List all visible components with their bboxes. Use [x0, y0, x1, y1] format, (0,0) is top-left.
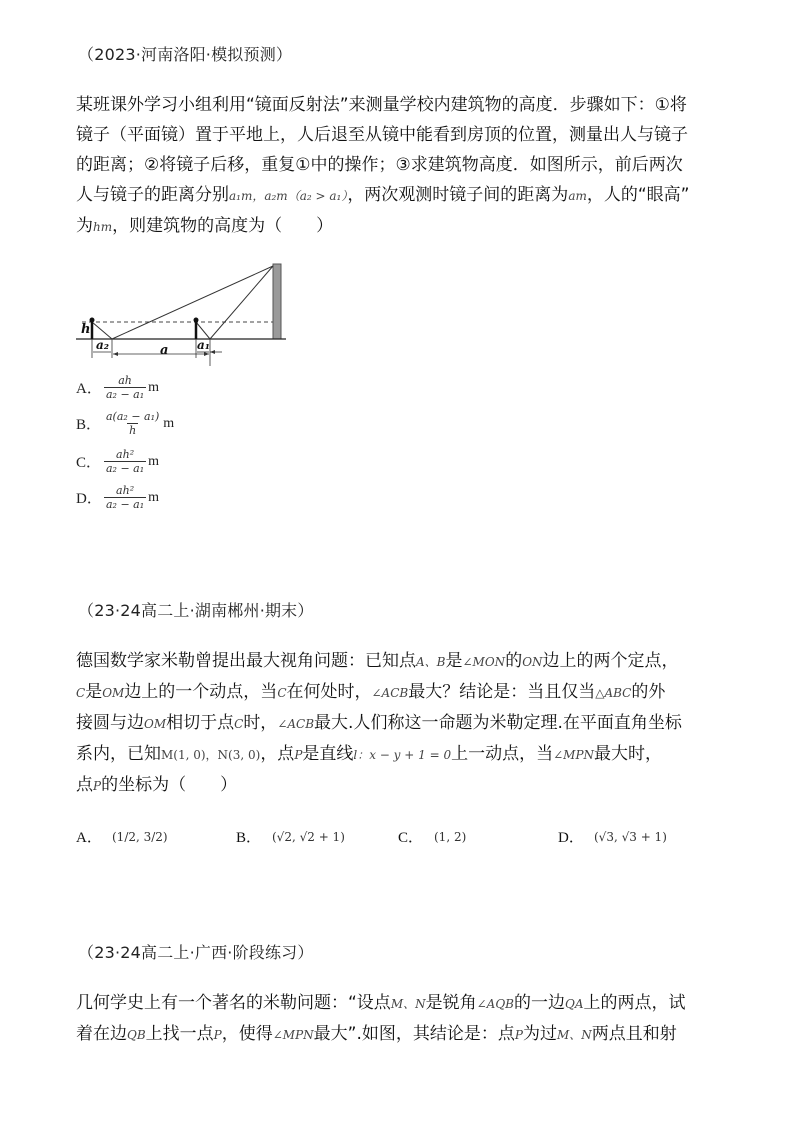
q2-math: P [294, 748, 303, 762]
q2-option-d[interactable] [558, 826, 667, 847]
q1-stem [76, 90, 726, 242]
option-value: (1, 2) [434, 829, 467, 844]
q1-mirror-figure [76, 262, 292, 370]
q2-math: C [277, 686, 287, 700]
option-label: D． [558, 830, 584, 846]
q2-text: 在何处时， [286, 682, 372, 702]
q1-line-3: 的距离；②将镜子后移，重复①中的操作；③求建筑物高度．如图所示，前后两次 [76, 155, 683, 175]
q3-text: ，使得 [221, 1024, 273, 1044]
option-value: (√3, √3 + 1) [594, 829, 667, 844]
option-label: C． [398, 830, 424, 846]
q2-text: 最大.人们称这一命题为米勒定理.在平面直角坐标 [314, 713, 682, 733]
numerator: ah [118, 374, 132, 387]
q2-math: ∠MPN [553, 748, 595, 762]
fraction [104, 374, 146, 401]
q1-math: a₁m，a₂m（a₂ > a₁） [229, 189, 348, 203]
q1-source: （2023·河南洛阳·模拟预测） [78, 45, 293, 64]
q1-line-1: 某班课外学习小组利用“镜面反射法”来测量学校内建筑物的高度．步骤如下：①将 [76, 95, 687, 115]
q3-math: ∠AQB [476, 997, 514, 1011]
ray [196, 322, 210, 339]
arrow [204, 352, 209, 356]
q3-math: P [213, 1028, 222, 1042]
q2-text: 边上的两个定点， [542, 651, 679, 671]
q2-text: 相切于点 [166, 713, 235, 733]
q3-math: QB [127, 1028, 146, 1042]
q1-line-5 [76, 211, 726, 242]
denominator: h [129, 424, 137, 437]
q1-text: ，人的“眼高” [586, 185, 690, 205]
option-value: (1/2, 3/2) [112, 829, 168, 844]
q2-math: P [93, 779, 102, 793]
q2-math: ∠ACB [371, 686, 409, 700]
q2-text: 是直线 [302, 744, 354, 764]
q3-text: 最大”.如图，其结论是：点 [313, 1024, 515, 1044]
q1-option-c[interactable] [76, 448, 159, 475]
label-h: h [81, 322, 91, 337]
q1-text: 为 [76, 216, 93, 236]
option-label: B． [76, 417, 102, 433]
q3-text: 的一边 [514, 993, 565, 1013]
q3-text: 为过 [522, 1024, 557, 1044]
unit: m [148, 379, 160, 395]
q2-option-b[interactable] [236, 826, 345, 847]
q2-math: ∠MON [462, 655, 506, 669]
fraction [104, 448, 146, 475]
q2-text: 边上的一个动点，当 [124, 682, 278, 702]
q3-line-1 [76, 988, 726, 1019]
q3-text: 几何学史上有一个著名的米勒问题：“设点 [76, 993, 391, 1013]
q1-line-4 [76, 180, 726, 211]
q2-math: OM [102, 686, 125, 700]
option-label: A． [76, 830, 102, 846]
q2-math: l：x − y + 1 = 0 [353, 748, 452, 762]
q3-source: （23·24高二上·广西·阶段练习） [78, 943, 314, 962]
q2-text: 的坐标为（ ） [101, 775, 238, 795]
q1-option-b[interactable] [76, 410, 174, 437]
option-label: C． [76, 455, 102, 471]
q1-line-2: 镜子（平面镜）置于平地上，人后退至从镜中能看到房顶的位置，测量出人与镜子 [76, 125, 688, 145]
q2-text: 系内，已知 [76, 744, 161, 764]
denominator: a₂ − a₁ [106, 498, 145, 511]
fraction [104, 410, 161, 437]
person-2-head [194, 318, 199, 323]
label-a1: a₁ [197, 338, 211, 352]
q2-text: 的外 [631, 682, 666, 702]
ray [210, 266, 273, 339]
q3-math: M、N [556, 1028, 592, 1042]
q2-text: 是 [85, 682, 103, 702]
option-label: A． [76, 381, 102, 397]
q1-option-d[interactable] [76, 484, 159, 511]
q2-text: 是 [445, 651, 463, 671]
q2-text: 最大？结论是：当且仅当 [408, 682, 596, 702]
q2-line-2 [76, 677, 726, 708]
q3-math: M、N [390, 997, 426, 1011]
label-a: a [160, 343, 169, 358]
label-a2: a₂ [96, 338, 110, 352]
denominator: a₂ − a₁ [106, 462, 145, 475]
arrow [113, 352, 118, 356]
q2-math: △ABC [595, 686, 632, 700]
unit: m [148, 453, 160, 469]
q2-stem [76, 646, 726, 801]
q2-math: ON [522, 655, 543, 669]
numerator: a(a₂ − a₁) [106, 410, 160, 423]
q3-stem [76, 988, 726, 1050]
q2-option-a[interactable] [76, 826, 168, 847]
unit: m [148, 489, 160, 505]
numerator: ah² [116, 484, 135, 497]
q2-math: C [234, 717, 244, 731]
q2-math: M(1, 0)，N(3, 0) [161, 748, 261, 762]
q3-text: 两点且和射 [591, 1024, 677, 1044]
q2-math: A、B [416, 655, 446, 669]
fraction [104, 484, 146, 511]
q2-math: OM [144, 717, 167, 731]
q1-option-a[interactable] [76, 374, 159, 401]
q2-line-4 [76, 739, 726, 770]
q1-math: hm [93, 220, 113, 234]
q3-text: 是锐角 [425, 993, 477, 1013]
q1-text: 人与镜子的距离分别 [76, 185, 229, 205]
q3-text: 着在边 [76, 1024, 127, 1044]
q2-text: 接圆与边 [76, 713, 144, 733]
q2-text: 点 [76, 775, 93, 795]
denominator: a₂ − a₁ [106, 388, 145, 401]
q2-text: ，点 [260, 744, 295, 764]
q2-line-3 [76, 708, 726, 739]
q3-text: 上找一点 [145, 1024, 214, 1044]
option-label: B． [236, 830, 262, 846]
unit: m [163, 415, 175, 431]
q3-math: P [514, 1028, 523, 1042]
q2-text: 德国数学家米勒曾提出最大视角问题：已知点 [76, 651, 416, 671]
q2-text: 的 [505, 651, 523, 671]
q1-math: am [568, 189, 587, 203]
q3-text: 上的两点，试 [583, 993, 686, 1013]
option-label: D． [76, 491, 102, 507]
q3-line-2 [76, 1019, 726, 1050]
numerator: ah² [116, 448, 135, 461]
q2-text: 上一动点，当 [451, 744, 554, 764]
q2-options [76, 826, 696, 854]
building [273, 264, 281, 339]
q3-math: ∠MPN [272, 1028, 314, 1042]
ray [112, 266, 273, 339]
q2-math: C [76, 686, 86, 700]
q3-math: QA [565, 997, 584, 1011]
q2-source: （23·24高二上·湖南郴州·期末） [78, 601, 314, 620]
ray [92, 322, 112, 339]
q2-text: 时， [243, 713, 278, 733]
q2-line-5 [76, 770, 726, 801]
q2-text: 最大时， [594, 744, 663, 764]
q2-option-c[interactable] [398, 826, 466, 847]
q1-text: ，两次观测时镜子间的距离为 [347, 185, 569, 205]
q2-line-1 [76, 646, 726, 677]
q1-text: ，则建筑物的高度为（ ） [112, 216, 334, 236]
q2-math: ∠ACB [277, 717, 315, 731]
arrow [210, 350, 215, 354]
option-value: (√2, √2 + 1) [272, 829, 345, 844]
